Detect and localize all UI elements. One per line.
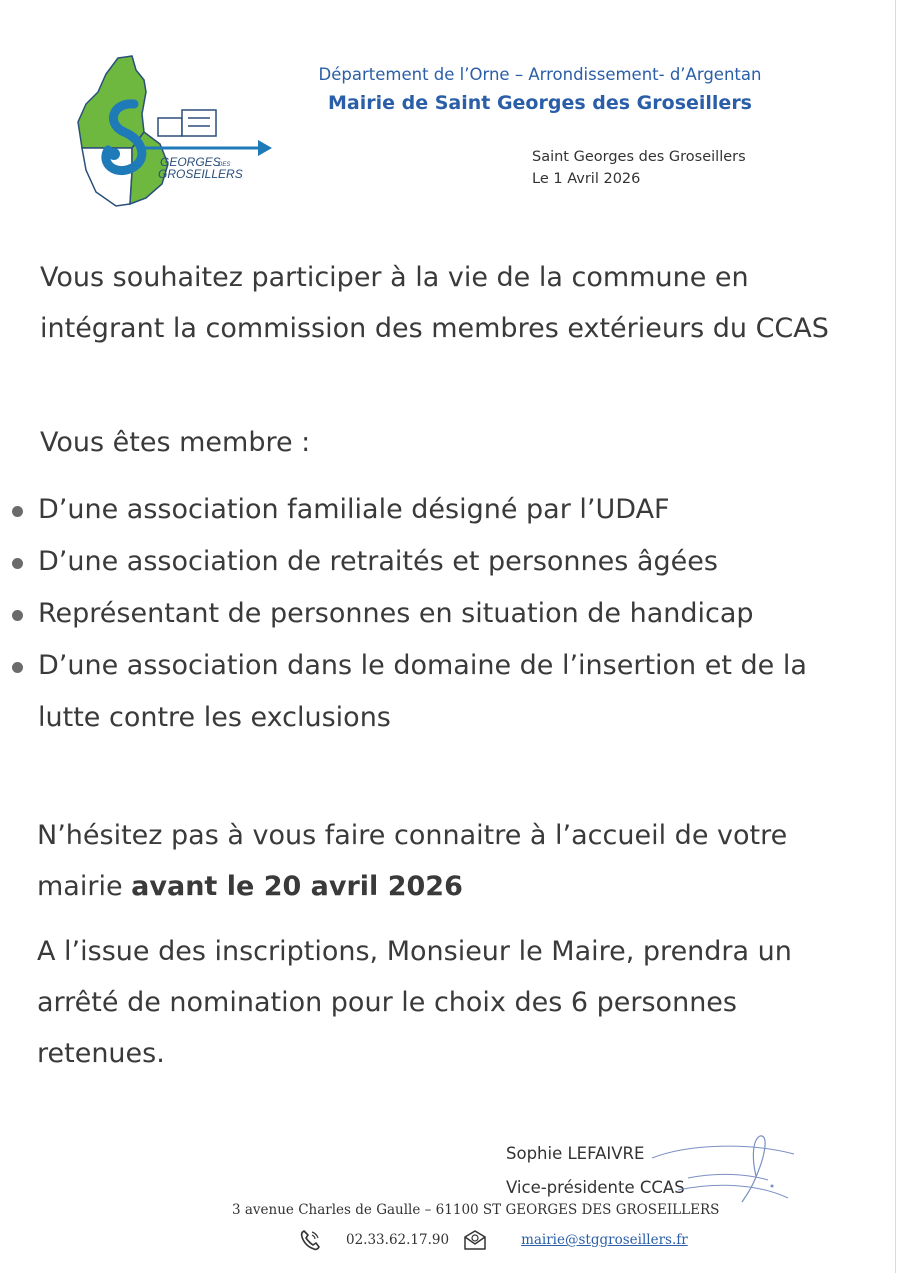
- phone-number: 02.33.62.17.90: [346, 1232, 450, 1248]
- list-item: [10, 588, 870, 640]
- list-item: [10, 536, 870, 588]
- date-line: Le 1 Avril 2026: [532, 171, 641, 187]
- place-date: [532, 146, 746, 190]
- footer-address: 3 avenue Charles de Gaulle – 61100 ST GEORGES DES GROSEILLERS: [232, 1202, 720, 1218]
- mairie-title: Mairie de Saint Georges des Groseillers: [327, 92, 752, 114]
- logo-s-dot: [108, 148, 120, 160]
- bullet-icon: [12, 610, 23, 621]
- page-edge: [895, 0, 896, 1273]
- envelope-icon: [463, 1228, 487, 1252]
- bullet-icon: [12, 506, 23, 517]
- logo-text-line1-small: DES: [218, 162, 231, 168]
- letterhead: [290, 62, 790, 118]
- list-item: [10, 484, 870, 536]
- email-link[interactable]: mairie@stggroseillers.fr: [521, 1232, 688, 1248]
- footer-contact: [298, 1225, 688, 1255]
- handwritten-signature: [648, 1132, 798, 1212]
- logo-text-line2: GROSEILLERS: [158, 167, 243, 181]
- bullet-icon: [12, 558, 23, 569]
- logo-text-line1: GEORGES: [160, 155, 221, 169]
- list-item-text: D’une association de retraités et personnes âgées: [38, 546, 718, 577]
- accueil-text: N’hésitez pas à vous faire connaitre à l’accueil de votre mairie: [37, 820, 788, 902]
- commune-logo: [72, 52, 277, 212]
- department-line: Département de l’Orne – Arrondissement- d’Argentan: [318, 65, 762, 84]
- phone-icon: [298, 1228, 322, 1252]
- issue-paragraph: A l’issue des inscriptions, Monsieur le Maire, prendra un arrêté de nomination pour le choix des 6 personnes retenues.: [37, 936, 792, 1069]
- membre-heading: Vous êtes membre :: [40, 427, 311, 458]
- signer-name: Sophie LEFAIVRE: [506, 1144, 645, 1163]
- list-item-text: D’une association dans le domaine de l’insertion et de la lutte contre les exclusions: [38, 650, 807, 733]
- list-item-text: D’une association familiale désigné par l’UDAF: [38, 494, 670, 525]
- list-item: [10, 640, 870, 744]
- intro-paragraph: Vous souhaitez participer à la vie de la commune en intégrant la commission des membres extérieurs du CCAS: [40, 262, 829, 344]
- accueil-paragraph: [37, 810, 867, 912]
- deadline-text: avant le 20 avril 2026: [131, 871, 463, 902]
- place-line: Saint Georges des Groseillers: [532, 149, 746, 165]
- signer-role: Vice-présidente CCAS: [506, 1178, 685, 1197]
- logo-building-2: [182, 110, 216, 136]
- list-item-text: Représentant de personnes en situation de handicap: [38, 598, 754, 629]
- bullet-icon: [12, 662, 23, 673]
- logo-arrow-head: [258, 140, 272, 156]
- membership-list: [10, 484, 870, 744]
- logo-building-1: [158, 118, 182, 136]
